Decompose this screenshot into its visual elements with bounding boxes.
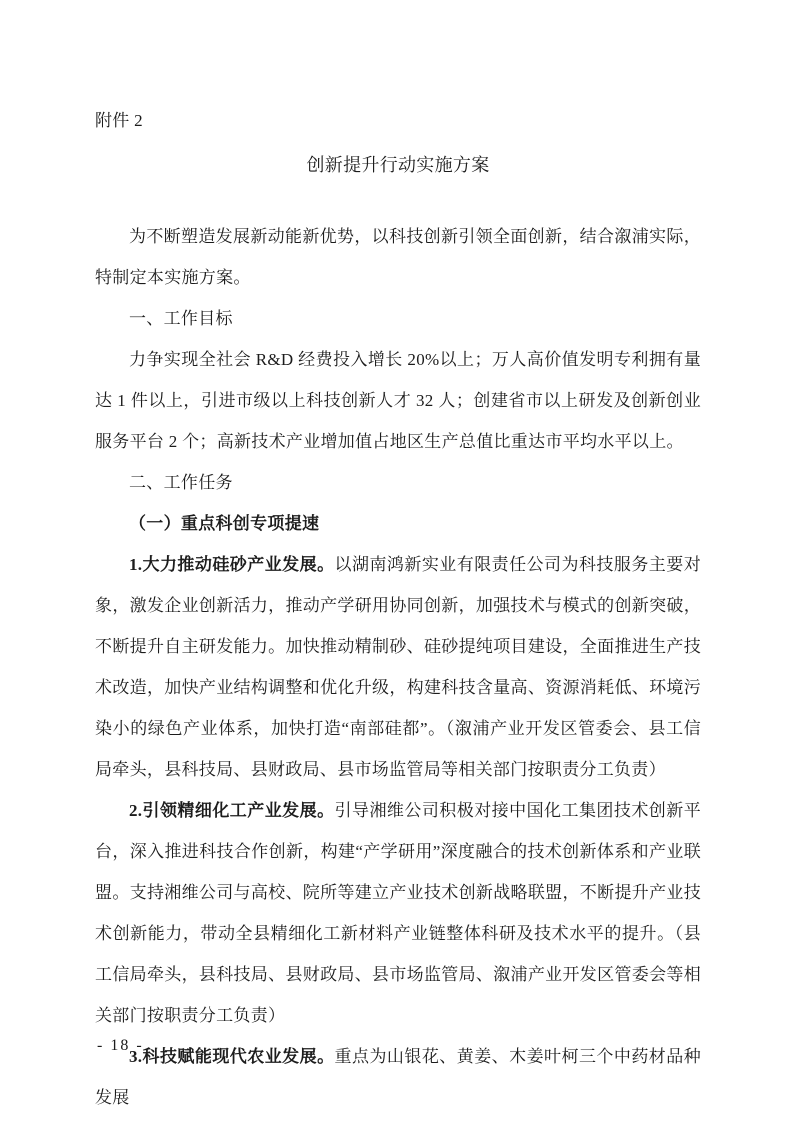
paragraph-item-3 <box>95 1036 701 1118</box>
item-2-body: 引导湘维公司积极对接中国化工集团技术创新平台，深入推进科技合作创新，构建“产学研用”深度融合的技术创新体系和产业联盟。支持湘维公司与高校、院所等建立产业技术创新战略联盟，不断提升产业技术创新能力，带动全县精细化工新材料产业链整体科研及技术水平的提升。（县工信局牵头，县科技局、县财政局、县市场监管局、溆浦产业开发区管委会等相关部门按职责分工负责） <box>95 801 701 1025</box>
item-1-lead: 1.大力推动硅砂产业发展。 <box>129 555 335 574</box>
heading-work-goals: 一、工作目标 <box>129 309 233 328</box>
paragraph-item-1 <box>95 544 701 790</box>
attachment-label: 附件 2 <box>95 111 143 130</box>
paragraph-goals: 力争实现全社会 R&D 经费投入增长 20%以上；万人高价值发明专利拥有量达 1 件以上，引进市级以上科技创新人才 32 人；创建省市以上研发及创新创业服务平台 2 个；高新技术产业增加值占地区生产总值比重达市平均水平以上。 <box>95 350 701 451</box>
document-content <box>95 100 701 1118</box>
item-1-body: 以湖南鸿新实业有限责任公司为科技服务主要对象，激发企业创新活力，推动产学研用协同创新，加强技术与模式的创新突破，不断提升自主研发能力。加快推动精制砂、硅砂提纯项目建设，全面推进生产技术改造，加快产业结构调整和优化升级，构建科技含量高、资源消耗低、环境污染小的绿色产业体系，加快打造“南部硅都”。（溆浦产业开发区管委会、县工信局牵头，县科技局、县财政局、县市场监管局等相关部门按职责分工负责） <box>95 555 701 779</box>
page-number: - 18 - <box>97 1037 144 1054</box>
paragraph-intro: 为不断塑造发展新动能新优势，以科技创新引领全面创新，结合溆浦实际，特制定本实施方案。 <box>95 227 701 287</box>
heading-work-tasks: 二、工作任务 <box>129 473 233 492</box>
paragraph-item-2 <box>95 790 701 1036</box>
item-2-lead: 2.引领精细化工产业发展。 <box>129 801 335 820</box>
item-3-body: 重点为山银花、黄姜、木姜叶柯三个中药材品种发展 <box>95 1047 701 1107</box>
item-3-lead: 3.科技赋能现代农业发展。 <box>129 1047 335 1066</box>
heading-section-one: （一）重点科创专项提速 <box>129 514 320 533</box>
document-title: 创新提升行动实施方案 <box>306 155 490 175</box>
